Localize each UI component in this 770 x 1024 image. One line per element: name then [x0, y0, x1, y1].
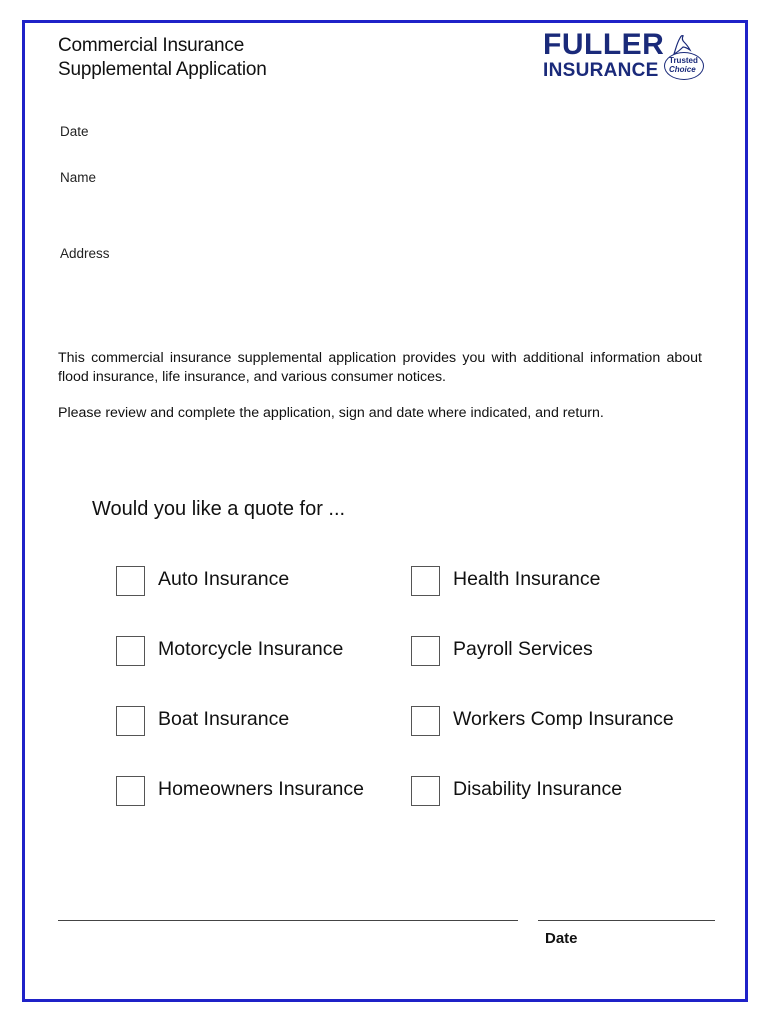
address-field-label: Address [60, 246, 110, 261]
auto-insurance-checkbox[interactable] [116, 566, 145, 596]
workers-comp-insurance-checkbox[interactable] [411, 706, 440, 736]
motorcycle-insurance-label: Motorcycle Insurance [158, 638, 344, 660]
health-insurance-label: Health Insurance [453, 568, 601, 590]
disability-insurance-checkbox[interactable] [411, 776, 440, 806]
badge-text-2: Choice [669, 65, 696, 74]
trusted-choice-badge [662, 38, 706, 82]
intro-paragraph: This commercial insurance supplemental application provides you with additional information about flood insurance, life insurance, and various consumer notices. [58, 350, 702, 385]
signature-line[interactable] [58, 920, 518, 921]
fuller-insurance-logo [540, 30, 710, 84]
boat-insurance-label: Boat Insurance [158, 708, 290, 730]
date-field-label: Date [60, 124, 89, 139]
instructions-paragraph: Please review and complete the application, sign and date where indicated, and return. [58, 405, 604, 421]
payroll-services-label: Payroll Services [453, 638, 593, 660]
logo-name-bottom: INSURANCE [543, 60, 659, 81]
title-line-2: Supplemental Application [58, 59, 267, 80]
payroll-services-checkbox[interactable] [411, 636, 440, 666]
quote-question: Would you like a quote for ... [92, 498, 346, 520]
health-insurance-checkbox[interactable] [411, 566, 440, 596]
page-title [58, 34, 267, 82]
homeowners-insurance-checkbox[interactable] [116, 776, 145, 806]
workers-comp-insurance-label: Workers Comp Insurance [453, 708, 674, 730]
title-line-1: Commercial Insurance [58, 35, 245, 56]
disability-insurance-label: Disability Insurance [453, 778, 623, 800]
signature-date-label: Date [545, 930, 578, 947]
auto-insurance-label: Auto Insurance [158, 568, 290, 590]
boat-insurance-checkbox[interactable] [116, 706, 145, 736]
name-field-label: Name [60, 170, 97, 185]
badge-text-1: Trusted [669, 56, 698, 65]
signature-date-line[interactable] [538, 920, 715, 921]
motorcycle-insurance-checkbox[interactable] [116, 636, 145, 666]
logo-name-top: FULLER [543, 28, 665, 61]
homeowners-insurance-label: Homeowners Insurance [158, 778, 364, 800]
